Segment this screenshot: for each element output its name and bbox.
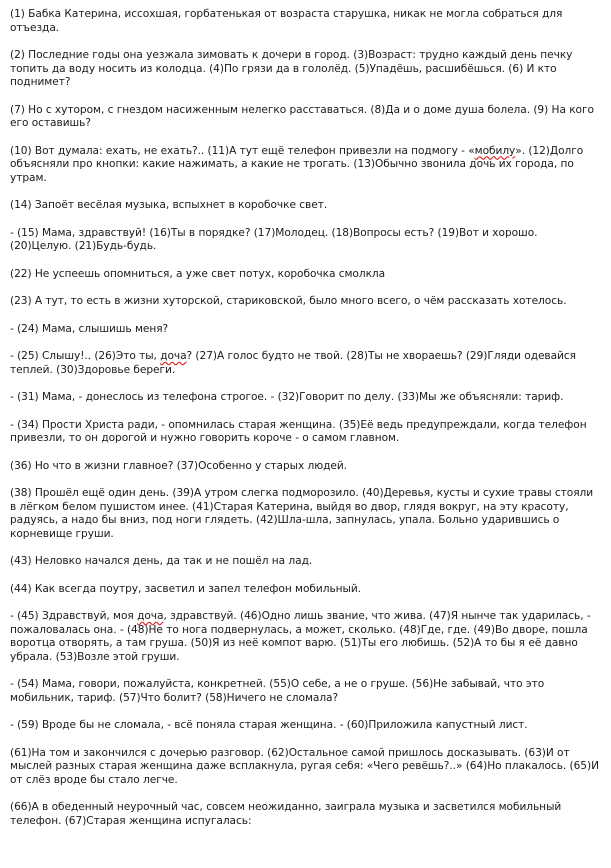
paragraph-16: (44) Как всегда поутру, засветил и запел телефон мобильный. (10, 582, 361, 595)
paragraph-12: - (34) Прости Христа ради, - опомнилась старая женщина. (35)Её ведь предупреждали, когда телефон привезли, то он дорогой и нужно говорить короче - о самом главном. (10, 418, 587, 444)
paragraph-11: - (31) Мама, - донеслось из телефона строгое. - (32)Говорит по делу. (33)Мы же объясняли: тариф. (10, 391, 564, 403)
paragraph-10: - (25) Слышу!.. (26)Это ты, доча? (27)А голос будто не твой. (28)Ты не хвораешь? (29)Гляди одевайся теплей. (30)Здоровье береги. (10, 350, 576, 376)
paragraph-19: - (59) Вроде бы не сломала, - всё поняла старая женщина. - (60)Приложила капустный лист. (10, 719, 528, 731)
paragraph-2: (2) Последние годы она уезжала зимовать к дочери в город. (3)Возраст: трудно каждый день печку топить да воду носить из колодца. (4)По грязи да в гололёд. (5)Упадёшь, расшибёшься. (6) И кто поднимет? (10, 49, 573, 88)
paragraph-21: (66)А в обеденный неурочный час, совсем неожиданно, заиграла музыка и засветился мобильный телефон. (67)Старая женщина испугалась: (10, 801, 562, 827)
spellcheck-flag: мобилу (474, 144, 516, 157)
paragraph-9: - (24) Мама, слышишь меня? (10, 322, 169, 335)
paragraph-6: - (15) Мама, здравствуй! (16)Ты в порядке? (17)Молодец. (18)Вопросы есть? (19)Вот и хорошо. (20)Целую. (21)Будь-будь. (10, 226, 538, 252)
paragraph-17: - (45) Здравствуй, моя доча, здравствуй. (46)Одно лишь звание, что жива. (47)Я нынче так ударилась, - пожаловалась она. - (48)Не то нога подвернулась, а может, сколько. (48)Где, где. (49)Во дворе, пошла воротца отворять, а там груша. (50)Я из неё компот варю. (51)Ты его любишь. (52)А то бы я её давно убрала. (53)Возле этой груши. (10, 610, 591, 663)
paragraph-7: (22) Не успеешь опомниться, а уже свет потух, коробочка смолкла (10, 267, 386, 280)
spellcheck-flag: доча (160, 350, 187, 362)
spellcheck-flag: доча (137, 610, 164, 622)
paragraph-13: (36) Но что в жизни главное? (37)Особенно у старых людей. (10, 459, 347, 472)
paragraph-5: (14) Запоёт весёлая музыка, вспыхнет в коробочке свет. (10, 199, 328, 211)
paragraph-15: (43) Неловко начался день, да так и не пошёл на лад. (10, 555, 313, 567)
paragraph-14: (38) Прошёл ещё один день. (39)А утром слегка подморозило. (40)Деревья, кусты и сухие травы стояли в лёгком белом пушистом инее. (41)Старая Катерина, выйдя во двор, глядя вокруг, на эту красоту, радуясь, а надо бы вниз, под ноги глядеть. (42)Шла-шла, запнулась, упала. Больно ударившись о корневище груши. (10, 487, 594, 540)
paragraph-3: (7) Но с хутором, с гнездом насиженным нелегко расставаться. (8)Да и о доме душа болела. (9) На кого его оставишь? (10, 103, 594, 129)
paragraph-18: - (54) Мама, говори, пожалуйста, конкретней. (55)О себе, а не о груше. (56)Не забывай, что это мобильник, тариф. (57)Что болит? (58)Ничего не сломала? (10, 678, 545, 704)
paragraph-1: (1) Бабка Катерина, иссохшая, горбатенькая от возраста старушка, никак не могла собраться для отъезда. (10, 8, 563, 34)
paragraph-20: (61)На том и закончился с дочерью разговор. (62)Остальное самой пришлось досказывать. (63)И от мыслей разных старая женщина даже всплакнула, ругая себя: «Чего ревёшь?..» (64)Но плакалось. (65)И от слёз вроде бы стало легче. (10, 746, 599, 786)
paragraph-8: (23) А тут, то есть в жизни хуторской, стариковской, было много всего, о чём рассказать хотелось. (10, 295, 567, 307)
paragraph-4: (10) Вот думала: ехать, не ехать?.. (11)А тут ещё телефон привезли на подмогу - «мобилу». (12)Долго объясняли про кнопки: какие нажимать, а какие не трогать. (13)Обычно звонила дочь их города, по утрам. (10, 144, 584, 184)
